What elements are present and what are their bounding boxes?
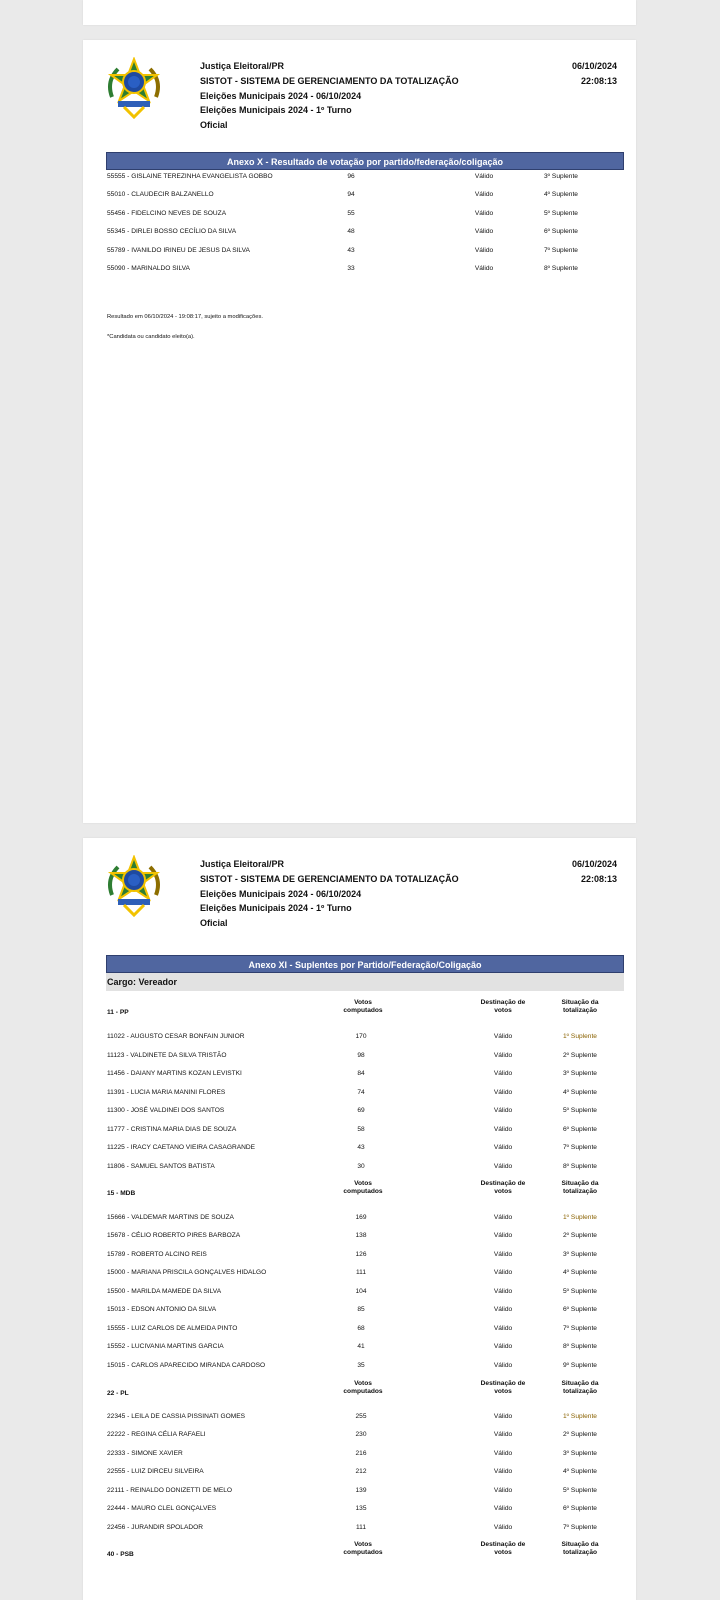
candidate-name: 22345 - LEILA DE CASSIA PISSINATI GOMES: [107, 1413, 246, 1420]
elected-footnote: *Candidata ou candidato eleito(a).: [107, 334, 195, 340]
table-row: [83, 1105, 636, 1117]
votes-value: 98: [357, 1052, 365, 1059]
votes-value: 43: [347, 247, 355, 254]
destination-value: Válido: [493, 1232, 513, 1239]
destination-value: Válido: [493, 1214, 513, 1221]
votes-value: 255: [355, 1413, 367, 1420]
votes-value: 43: [357, 1144, 365, 1151]
header-titles: [200, 857, 459, 931]
table-row: [83, 171, 636, 183]
destination-value: Válido: [493, 1306, 513, 1313]
header-election: Eleições Municipais 2024 - 06/10/2024: [200, 90, 362, 101]
candidate-name: 11022 - AUGUSTO CESAR BONFAIN JUNIOR: [107, 1033, 245, 1040]
party-name: 15 - MDB: [107, 1190, 136, 1197]
destination-value: Válido: [493, 1524, 513, 1531]
column-header-situation: Situação da totalização: [561, 999, 599, 1014]
header-election: Eleições Municipais 2024 - 06/10/2024: [200, 888, 362, 899]
table-row: [83, 1503, 636, 1515]
report-page-anexo-x: [83, 40, 636, 823]
table-row: [83, 1466, 636, 1478]
header-system: SISTOT - SISTEMA DE GERENCIAMENTO DA TOTALIZAÇÃO: [200, 75, 459, 86]
situation-value: 6º Suplente: [563, 1306, 597, 1313]
result-timestamp-note: Resultado em 06/10/2024 - 19:08:17, sujeito a modificações.: [107, 314, 263, 320]
previous-page-bottom: [83, 0, 636, 25]
votes-value: 96: [347, 173, 355, 180]
situation-value: 4º Suplente: [563, 1468, 597, 1475]
votes-value: 41: [357, 1343, 365, 1350]
table-row: [83, 1360, 636, 1372]
candidate-name: 11777 - CRISTINA MARIA DIAS DE SOUZA: [107, 1126, 237, 1133]
party-header: [83, 1380, 636, 1402]
column-header-destination: Destinação de votos: [480, 999, 526, 1014]
header-date: 06/10/2024: [571, 859, 617, 869]
votes-value: 212: [355, 1468, 367, 1475]
section-banner: Anexo XI - Suplentes por Partido/Federação/Coligação: [106, 955, 624, 973]
situation-value: 5º Suplente: [563, 1487, 597, 1494]
header-datetime: [572, 59, 617, 89]
header-status: Oficial: [200, 120, 228, 131]
votes-value: 84: [357, 1070, 365, 1077]
destination-value: Válido: [474, 247, 494, 254]
candidate-name: 55456 - FIDELCINO NEVES DE SOUZA: [107, 210, 227, 217]
situation-value: 4º Suplente: [563, 1089, 597, 1096]
destination-value: Válido: [493, 1144, 513, 1151]
candidate-name: 15500 - MARILDA MAMEDE DA SILVA: [107, 1288, 222, 1295]
column-header-situation: Situação da totalização: [561, 1380, 599, 1395]
situation-value: 7º Suplente: [544, 247, 578, 254]
table-row: [83, 1212, 636, 1224]
destination-value: Válido: [493, 1070, 513, 1077]
table-row: [83, 1411, 636, 1423]
candidate-name: 15013 - EDSON ANTONIO DA SILVA: [107, 1306, 217, 1313]
table-row: [83, 1050, 636, 1062]
situation-value: 6º Suplente: [544, 228, 578, 235]
votes-value: 111: [355, 1269, 367, 1276]
destination-value: Válido: [493, 1362, 513, 1369]
report-page-anexo-xi: [83, 838, 636, 1600]
table-row: [83, 1522, 636, 1534]
table-row: [83, 1068, 636, 1080]
votes-value: 69: [357, 1107, 365, 1114]
column-header-votes: Votos computados: [343, 1380, 383, 1395]
table-row: [83, 1448, 636, 1460]
candidate-name: 55555 - GISLAINE TEREZINHA EVANGELISTA GOBBO: [107, 173, 273, 180]
header-turn: Eleições Municipais 2024 - 1º Turno: [200, 903, 352, 914]
votes-value: 104: [355, 1288, 367, 1295]
situation-value: 2º Suplente: [563, 1052, 597, 1059]
party-name: 40 - PSB: [107, 1551, 134, 1558]
table-row: [83, 1161, 636, 1173]
destination-value: Válido: [493, 1107, 513, 1114]
column-header-situation: Situação da totalização: [561, 1541, 599, 1556]
candidate-name: 11123 - VALDINETE DA SILVA TRISTÃO: [107, 1052, 227, 1059]
header-org: Justiça Eleitoral/PR: [200, 61, 285, 71]
candidate-name: 15789 - ROBERTO ALCINO REIS: [107, 1251, 207, 1258]
party-header: [83, 1180, 636, 1202]
destination-value: Válido: [493, 1487, 513, 1494]
column-header-situation: Situação da totalização: [561, 1180, 599, 1195]
situation-value: 7º Suplente: [563, 1144, 597, 1151]
destination-value: Válido: [493, 1269, 513, 1276]
table-row: [83, 189, 636, 201]
situation-value: 9º Suplente: [563, 1362, 597, 1369]
table-row: [83, 1230, 636, 1242]
brazil-coat-of-arms-icon: [104, 855, 164, 917]
destination-value: Válido: [493, 1468, 513, 1475]
candidate-name: 55789 - IVANILDO IRINEU DE JESUS DA SILVA: [107, 247, 250, 254]
votes-value: 58: [357, 1126, 365, 1133]
table-row: [83, 1341, 636, 1353]
candidate-name: 11456 - DAIANY MARTINS KOZAN LEVISTKI: [107, 1070, 242, 1077]
candidate-name: 11300 - JOSÉ VALDINEI DOS SANTOS: [107, 1107, 225, 1114]
votes-value: 135: [355, 1505, 367, 1512]
votes-value: 138: [355, 1232, 367, 1239]
destination-value: Válido: [474, 191, 494, 198]
column-header-votes: Votos computados: [343, 1180, 383, 1195]
header-date: 06/10/2024: [571, 61, 617, 71]
votes-value: 33: [347, 265, 355, 272]
votes-value: 48: [347, 228, 355, 235]
header-time: 22:08:13: [580, 873, 617, 884]
column-header-destination: Destinação de votos: [480, 1180, 526, 1195]
votes-value: 55: [347, 210, 355, 217]
destination-value: Válido: [474, 210, 494, 217]
header-status: Oficial: [200, 918, 228, 929]
table-row: [83, 1323, 636, 1335]
candidate-name: 15555 - LUIZ CARLOS DE ALMEIDA PINTO: [107, 1325, 238, 1332]
votes-value: 126: [355, 1251, 367, 1258]
votes-value: 216: [355, 1450, 367, 1457]
candidate-name: 22456 - JURANDIR SPOLADOR: [107, 1524, 204, 1531]
situation-value: 4º Suplente: [563, 1269, 597, 1276]
votes-value: 74: [357, 1089, 365, 1096]
report-header: [83, 838, 636, 938]
votes-value: 30: [357, 1163, 365, 1170]
table-row: [83, 208, 636, 220]
party-name: 22 - PL: [107, 1390, 129, 1397]
votes-value: 169: [355, 1214, 367, 1221]
candidate-name: 15000 - MARIANA PRISCILA GONÇALVES HIDALGO: [107, 1269, 267, 1276]
destination-value: Válido: [493, 1413, 513, 1420]
candidate-name: 22444 - MAURO CLEL GONÇALVES: [107, 1505, 217, 1512]
table-row: [83, 1286, 636, 1298]
table-row: [83, 226, 636, 238]
candidate-name: 15552 - LUCIVANIA MARTINS GARCIA: [107, 1343, 224, 1350]
situation-value: 7º Suplente: [563, 1325, 597, 1332]
cargo-label: Cargo: Vereador: [106, 973, 624, 991]
brazil-coat-of-arms-icon: [104, 57, 164, 119]
table-row: [83, 1087, 636, 1099]
table-row: [83, 263, 636, 275]
destination-value: Válido: [493, 1325, 513, 1332]
table-row: [83, 1304, 636, 1316]
destination-value: Válido: [493, 1033, 513, 1040]
table-row: [83, 1124, 636, 1136]
table-row: [83, 1142, 636, 1154]
votes-value: 170: [355, 1033, 367, 1040]
column-header-destination: Destinação de votos: [480, 1380, 526, 1395]
party-header: [83, 999, 636, 1021]
votes-value: 111: [355, 1524, 367, 1531]
destination-value: Válido: [493, 1505, 513, 1512]
table-row: [83, 1485, 636, 1497]
report-header: [83, 40, 636, 140]
candidate-name: 55010 - CLAUDECIR BALZANELLO: [107, 191, 214, 198]
votes-value: 35: [357, 1362, 365, 1369]
candidate-name: 22222 - REGINA CÉLIA RAFAELI: [107, 1431, 206, 1438]
situation-value: 7º Suplente: [563, 1524, 597, 1531]
candidate-name: 11806 - SAMUEL SANTOS BATISTA: [107, 1163, 215, 1170]
situation-value: 2º Suplente: [563, 1232, 597, 1239]
destination-value: Válido: [493, 1450, 513, 1457]
destination-value: Válido: [493, 1163, 513, 1170]
candidate-name: 22111 - REINALDO DONIZETTI DE MELO: [107, 1487, 233, 1494]
table-row: [83, 1249, 636, 1261]
section-banner: Anexo X - Resultado de votação por partido/federação/coligação: [106, 152, 624, 170]
situation-value: 1º Suplente: [563, 1033, 597, 1040]
candidate-name: 55090 - MARINALDO SILVA: [107, 265, 190, 272]
candidate-name: 22333 - SIMONE XAVIER: [107, 1450, 183, 1457]
header-system: SISTOT - SISTEMA DE GERENCIAMENTO DA TOTALIZAÇÃO: [200, 873, 459, 884]
column-header-votes: Votos computados: [343, 999, 383, 1014]
situation-value: 6º Suplente: [563, 1505, 597, 1512]
candidate-name: 11391 - LUCIA MARIA MANINI FLORES: [107, 1089, 226, 1096]
header-turn: Eleições Municipais 2024 - 1º Turno: [200, 105, 352, 116]
situation-value: 6º Suplente: [563, 1126, 597, 1133]
header-org: Justiça Eleitoral/PR: [200, 859, 285, 869]
column-header-votes: Votos computados: [343, 1541, 383, 1556]
candidate-name: 55345 - DIRLEI BOSSO CECÍLIO DA SILVA: [107, 228, 237, 235]
situation-value: 8º Suplente: [544, 265, 578, 272]
candidate-name: 15015 - CARLOS APARECIDO MIRANDA CARDOSO: [107, 1362, 266, 1369]
situation-value: 2º Suplente: [563, 1431, 597, 1438]
situation-value: 5º Suplente: [544, 210, 578, 217]
destination-value: Válido: [493, 1343, 513, 1350]
header-time: 22:08:13: [580, 75, 617, 86]
header-datetime: [572, 857, 617, 887]
situation-value: 5º Suplente: [563, 1288, 597, 1295]
candidate-name: 11225 - IRACY CAETANO VIEIRA CASAGRANDE: [107, 1144, 256, 1151]
candidate-name: 15678 - CÉLIO ROBERTO PIRES BARBOZA: [107, 1232, 241, 1239]
destination-value: Válido: [493, 1052, 513, 1059]
situation-value: 3º Suplente: [544, 173, 578, 180]
destination-value: Válido: [493, 1431, 513, 1438]
column-header-destination: Destinação de votos: [480, 1541, 526, 1556]
situation-value: 4º Suplente: [544, 191, 578, 198]
party-header: [83, 1541, 636, 1563]
votes-value: 68: [357, 1325, 365, 1332]
situation-value: 8º Suplente: [563, 1343, 597, 1350]
table-row: [83, 1429, 636, 1441]
candidate-name: 15666 - VALDEMAR MARTINS DE SOUZA: [107, 1214, 234, 1221]
situation-value: 1º Suplente: [563, 1413, 597, 1420]
destination-value: Válido: [474, 228, 494, 235]
table-row: [83, 1267, 636, 1279]
situation-value: 8º Suplente: [563, 1163, 597, 1170]
table-row: [83, 1031, 636, 1043]
destination-value: Válido: [493, 1126, 513, 1133]
votes-value: 85: [357, 1306, 365, 1313]
situation-value: 3º Suplente: [563, 1251, 597, 1258]
votes-value: 230: [355, 1431, 367, 1438]
votes-value: 94: [347, 191, 355, 198]
situation-value: 5º Suplente: [563, 1107, 597, 1114]
situation-value: 1º Suplente: [563, 1214, 597, 1221]
situation-value: 3º Suplente: [563, 1450, 597, 1457]
votes-value: 139: [355, 1487, 367, 1494]
candidate-name: 22555 - LUIZ DIRCEU SILVEIRA: [107, 1468, 204, 1475]
table-row: [83, 245, 636, 257]
destination-value: Válido: [493, 1089, 513, 1096]
destination-value: Válido: [474, 265, 494, 272]
situation-value: 3º Suplente: [563, 1070, 597, 1077]
party-name: 11 - PP: [107, 1009, 129, 1016]
destination-value: Válido: [493, 1288, 513, 1295]
destination-value: Válido: [493, 1251, 513, 1258]
header-titles: [200, 59, 459, 133]
destination-value: Válido: [474, 173, 494, 180]
